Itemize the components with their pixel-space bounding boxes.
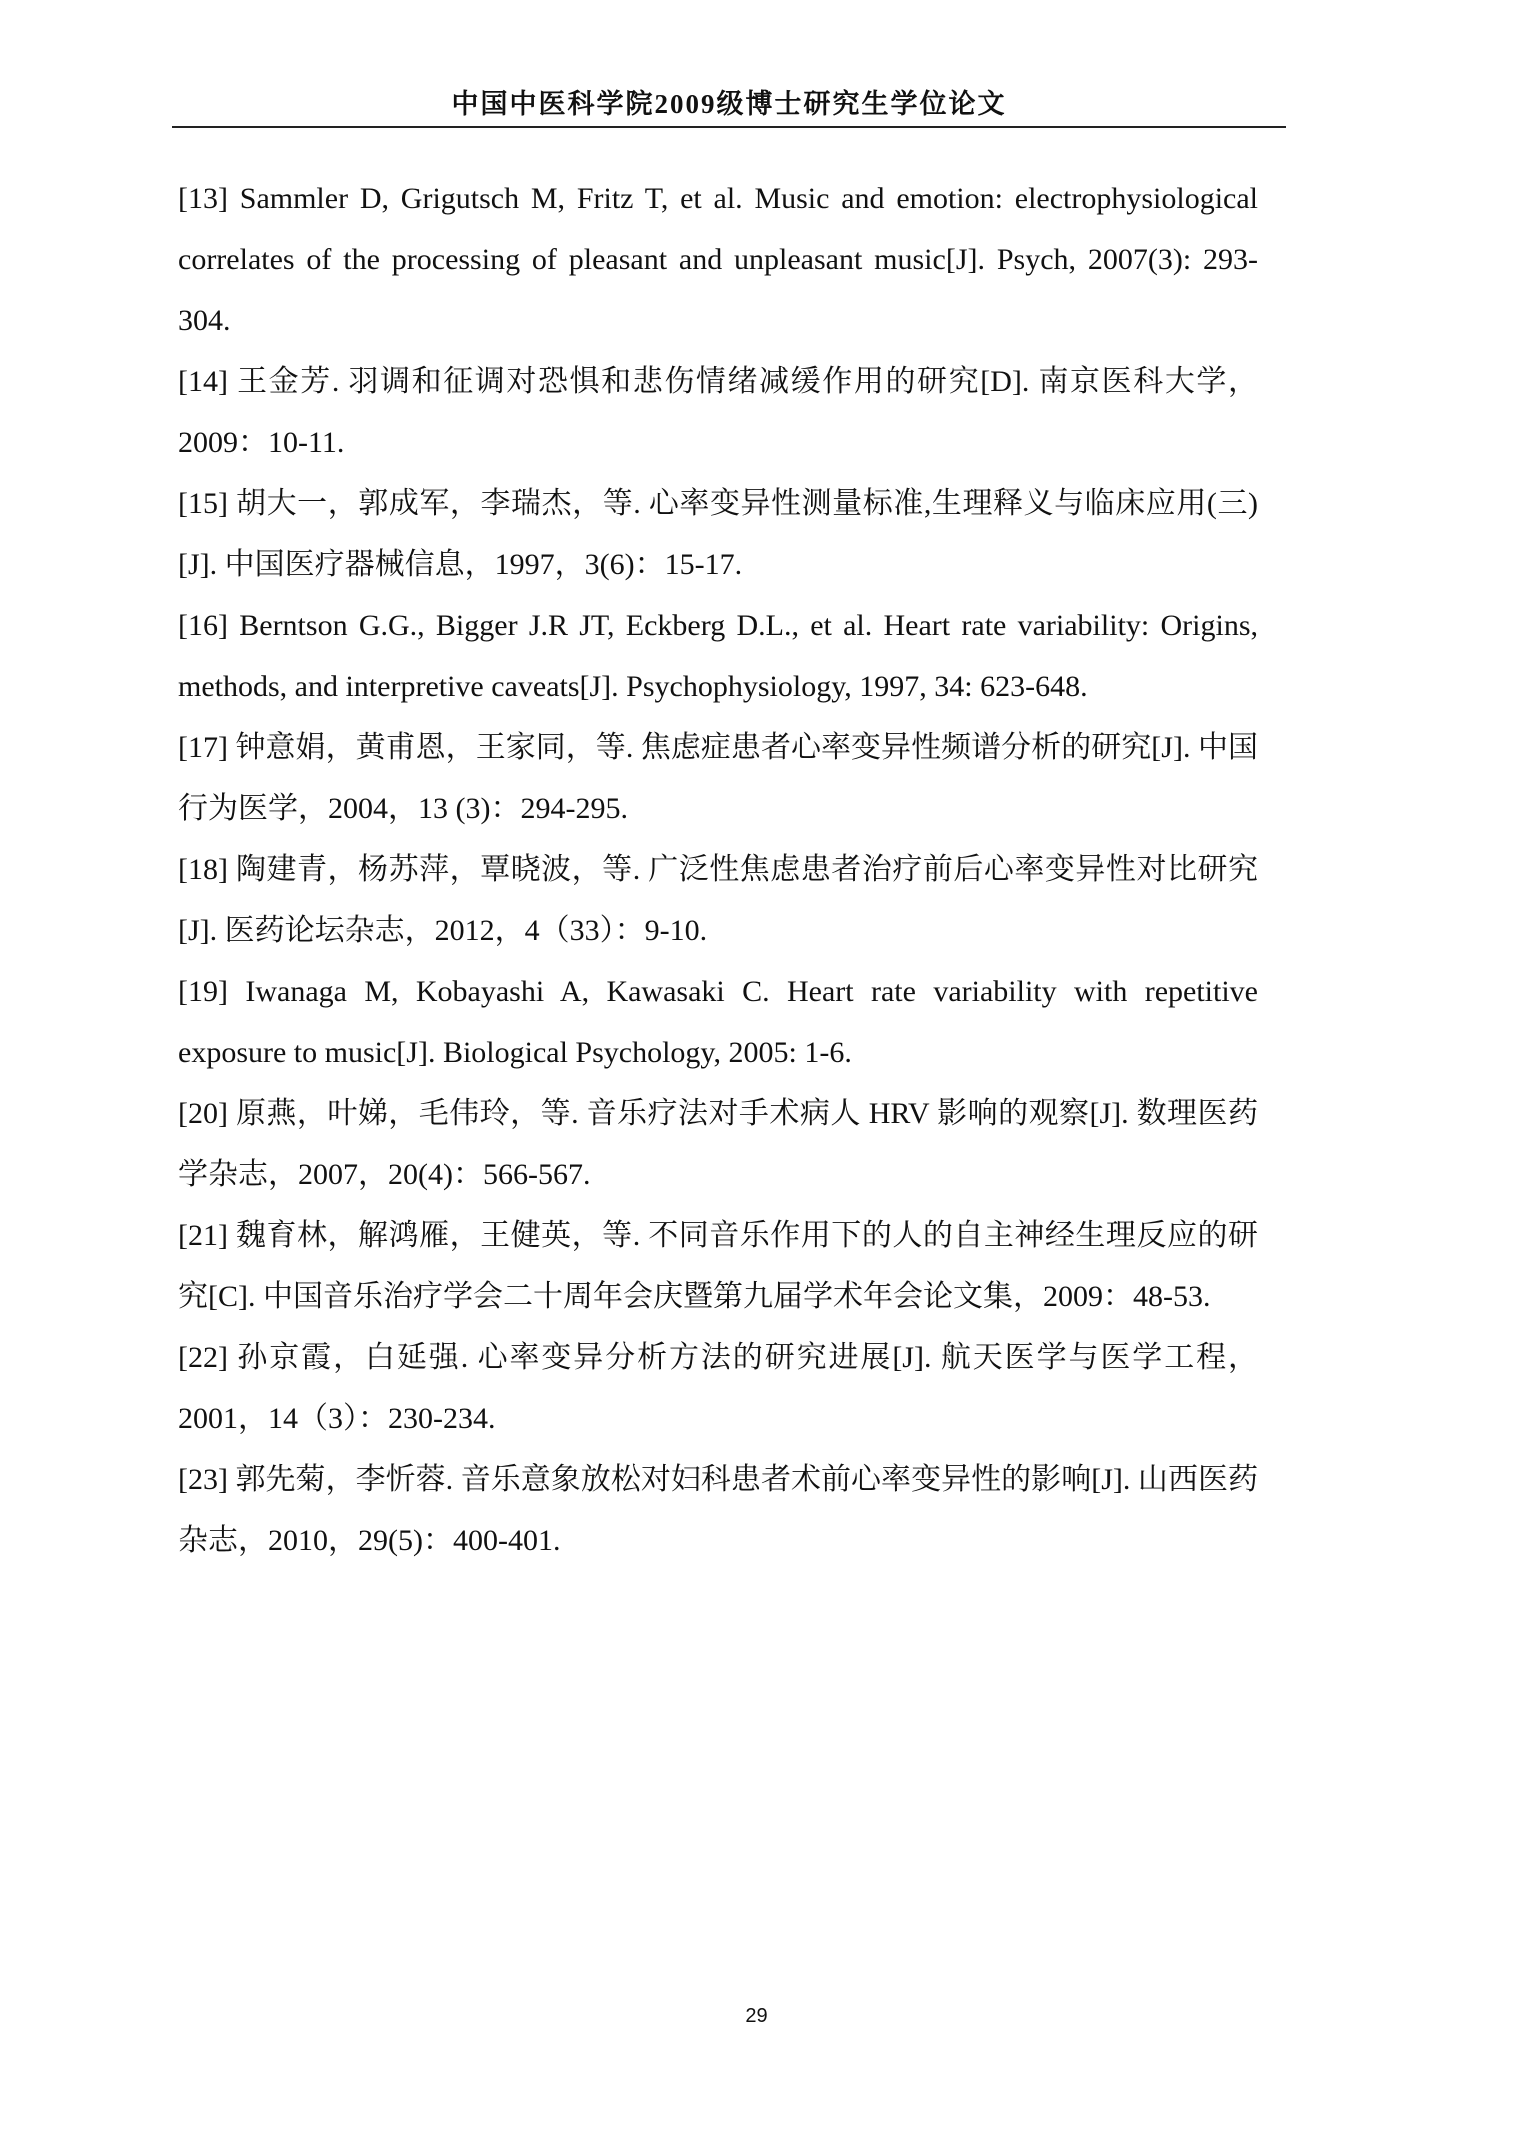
reference-22: [22] 孙京霞，白延强. 心率变异分析方法的研究进展[J]. 航天医学与医学工程，2001，14（3）：230-234. [178,1341,1258,1435]
reference-list [178,168,1258,1571]
reference-23: [23] 郭先菊，李忻蓉. 音乐意象放松对妇科患者术前心率变异性的影响[J]. 山西医药杂志，2010，29(5)：400-401. [178,1463,1258,1557]
reference-18: [18] 陶建青，杨苏萍，覃晓波，等. 广泛性焦虑患者治疗前后心率变异性对比研究[J]. 医药论坛杂志，2012，4（33）：9-10. [178,853,1258,947]
reference-14: [14] 王金芳. 羽调和征调对恐惧和悲伤情绪减缓作用的研究[D]. 南京医科大学，2009：10-11. [178,365,1258,459]
reference-13: [13] Sammler D, Grigutsch M, Fritz T, et al. Music and emotion: electrophysiological correlates of the processing of pleasant and unpleasant music[J]. Psych, 2007(3): 293-304. [178,182,1258,337]
reference-19: [19] Iwanaga M, Kobayashi A, Kawasaki C. Heart rate variability with repetitive exposure to music[J]. Biological Psychology, 2005: 1-6. [178,975,1258,1069]
page-number: 29 [745,2005,768,2027]
header-rule [172,126,1286,128]
reference-15: [15] 胡大一，郭成军，李瑞杰，等. 心率变异性测量标准,生理释义与临床应用(三) [J]. 中国医疗器械信息，1997，3(6)：15-17. [178,487,1258,581]
reference-20: [20] 原燕，叶娣，毛伟玲，等. 音乐疗法对手术病人 HRV 影响的观察[J]. 数理医药学杂志，2007，20(4)：566-567. [178,1097,1258,1191]
reference-17: [17] 钟意娟，黄甫恩，王家同，等. 焦虑症患者心率变异性频谱分析的研究[J]. 中国行为医学，2004，13 (3)：294-295. [178,731,1258,825]
running-header: 中国中医科学院2009级博士研究生学位论文 [451,89,1007,119]
reference-21: [21] 魏育林，解鸿雁，王健英，等. 不同音乐作用下的人的自主神经生理反应的研究[C]. 中国音乐治疗学会二十周年会庆暨第九届学术年会论文集，2009：48-53. [178,1219,1258,1313]
reference-16: [16] Berntson G.G., Bigger J.R JT, Eckberg D.L., et al. Heart rate variability: Origins, methods, and interpretive caveats[J]. Psychophysiology, 1997, 34: 623-648. [178,609,1258,703]
